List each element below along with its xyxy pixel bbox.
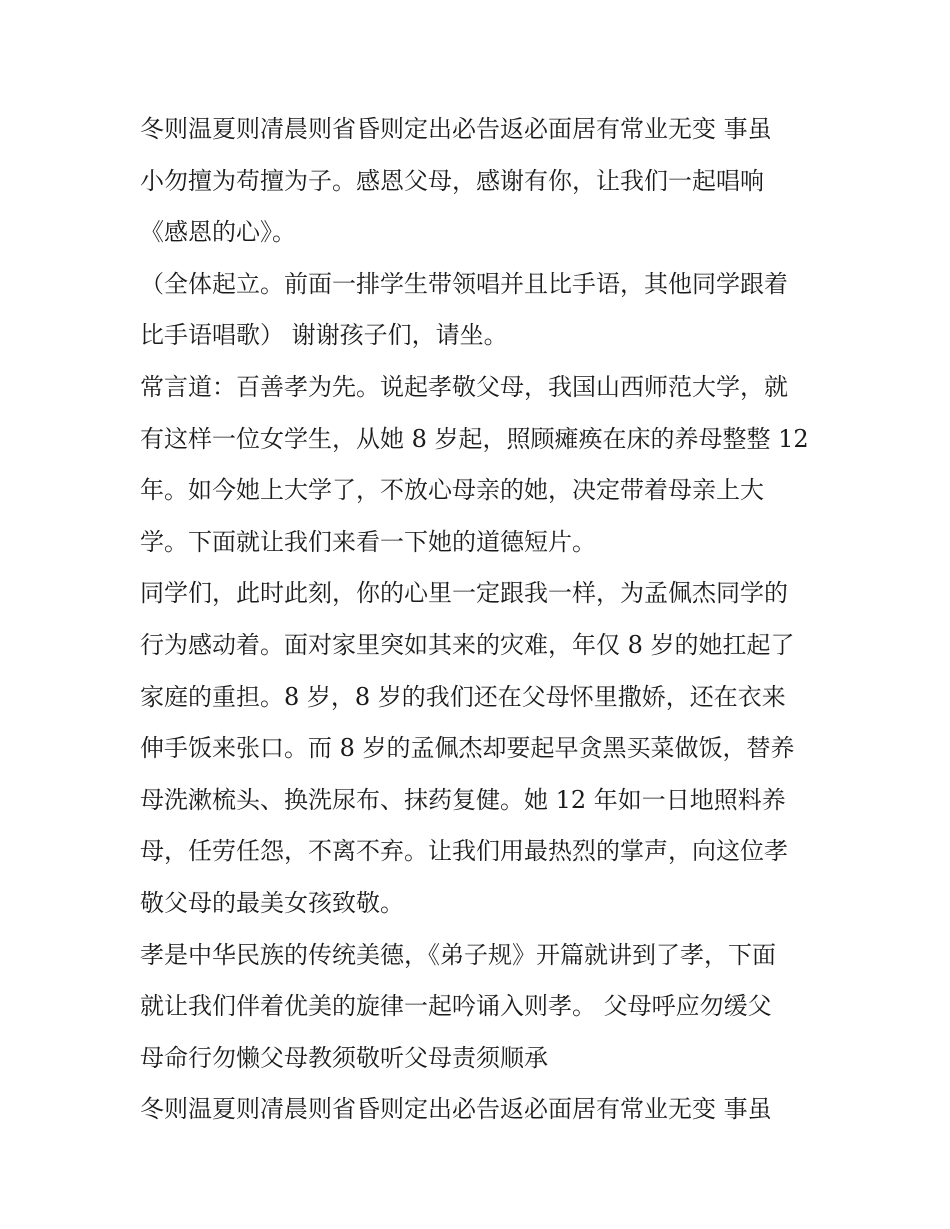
text-line: 同学们，此时此刻，你的心里一定跟我一样，为孟佩杰同学的: [140, 579, 788, 608]
text-line: 学。下面就让我们来看一下她的道德短片。: [140, 527, 596, 556]
text-line: （全体起立。前面一排学生带领唱并且比手语，其他同学跟着: [140, 269, 788, 298]
text-line: 母命行勿懒父母教须敬听父母责须顺承: [140, 1043, 548, 1072]
text-line: 敬父母的最美女孩致敬。: [140, 888, 404, 917]
text-line: 孝是中华民族的传统美德，《弟子规》开篇就讲到了孝，下面: [140, 940, 776, 969]
text-line: 小勿擅为苟擅为子。感恩父母，感谢有你，让我们一起唱响: [140, 166, 764, 195]
text-line: 行为感动着。面对家里突如其来的灾难，年仅 8 岁的她扛起了: [140, 630, 795, 659]
text-line: 冬则温夏则凊晨则省昏则定出必告返必面居有常业无变 事虽: [140, 115, 772, 143]
text-line: 伸手饭来张口。而 8 岁的孟佩杰却要起早贪黑买菜做饭，替养: [140, 734, 795, 763]
text-line: 常言道：百善孝为先。说起孝敬父母，我国山西师范大学，就: [140, 372, 788, 401]
document-body: [140, 104, 820, 1136]
text-line: 比手语唱歌） 谢谢孩子们，请坐。: [140, 321, 508, 350]
text-line: 《感恩的心》。: [140, 218, 296, 247]
text-line: 有这样一位女学生，从她 8 岁起，照顾瘫痪在床的养母整整 12: [140, 424, 809, 453]
text-line: 年。如今她上大学了，不放心母亲的她，决定带着母亲上大: [140, 476, 764, 505]
text-line: 冬则温夏则凊晨则省昏则定出必告返必面居有常业无变 事虽: [140, 1095, 772, 1124]
text-line: 母，任劳任怨，不离不弃。让我们用最热烈的掌声，向这位孝: [140, 837, 788, 866]
text-line: 母洗漱梳头、换洗尿布、抹药复健。她 12 年如一日地照料养: [140, 785, 786, 814]
text-line: 家庭的重担。8 岁，8 岁的我们还在父母怀里撒娇，还在衣来: [140, 682, 786, 711]
text-line: 就让我们伴着优美的旋律一起吟诵入则孝。 父母呼应勿缓父: [140, 992, 772, 1021]
